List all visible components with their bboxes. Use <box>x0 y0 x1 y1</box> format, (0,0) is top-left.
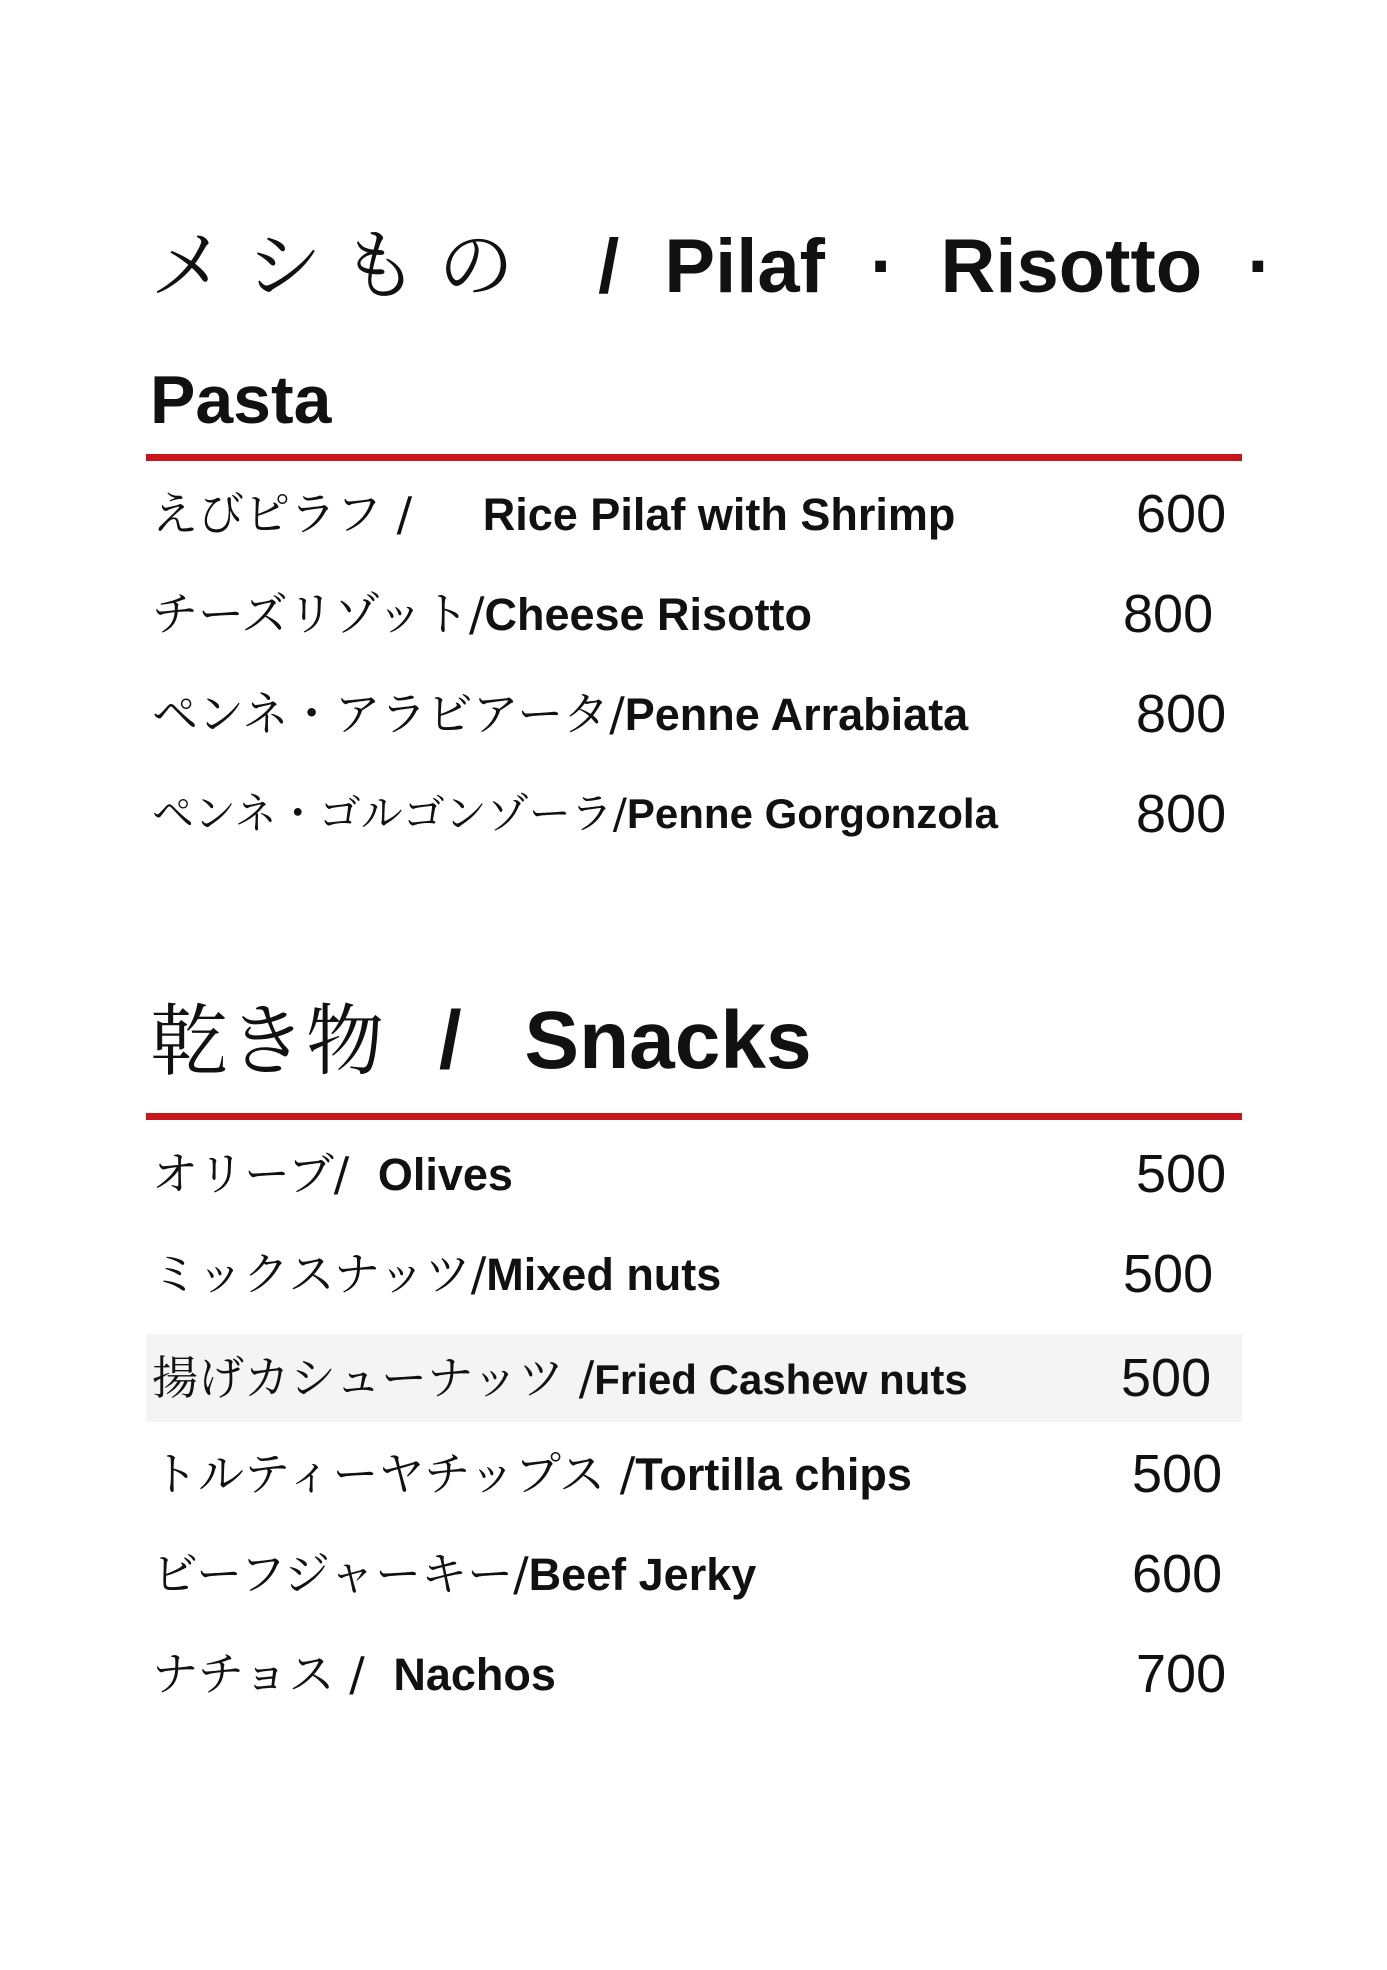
menu-item-name-en: Beef Jerky <box>528 1549 757 1600</box>
section-title-continuation <box>150 362 332 438</box>
menu-item-price: 600 <box>1132 1544 1223 1604</box>
menu-item-name-jp: ミックスナッツ/ <box>152 1247 487 1301</box>
menu-item-name-en: Rice Pilaf with Shrimp <box>482 489 956 540</box>
menu-item-price: 800 <box>1136 784 1227 844</box>
menu-item <box>146 1130 1242 1218</box>
menu-item <box>146 1430 1242 1518</box>
menu-item <box>146 1630 1242 1718</box>
menu-item-name-en: Nachos <box>393 1649 556 1700</box>
menu-item-name-jp: オリーブ/ <box>152 1147 364 1201</box>
menu-item <box>146 570 1242 658</box>
menu-item-name <box>152 487 956 541</box>
menu-item-price: 500 <box>1132 1444 1223 1504</box>
section-title-snacks <box>150 995 812 1087</box>
menu-item-price: 800 <box>1136 684 1227 744</box>
menu-item-name-jp: ナチョス / <box>152 1647 380 1701</box>
menu-item-name <box>152 587 813 641</box>
section-title-meshimono <box>150 221 1273 310</box>
menu-item-name-jp: 揚げカシューナッツ / <box>152 1351 595 1405</box>
menu-item-name-jp: ペンネ・アラビアータ/ <box>152 687 625 741</box>
menu-item-name-jp: えびピラフ / <box>152 487 427 541</box>
section-title-en: / Pilaf · Risotto · <box>598 224 1273 309</box>
menu-item-name-jp: チーズリゾット/ <box>152 587 485 641</box>
section-divider <box>146 1113 1242 1120</box>
menu-item-price: 500 <box>1123 1244 1214 1304</box>
menu-item-price: 500 <box>1121 1348 1212 1408</box>
menu-item <box>146 1334 1242 1422</box>
menu-item-name-en: Tortilla chips <box>635 1449 912 1500</box>
menu-item <box>146 770 1242 858</box>
menu-item-name-en: Cheese Risotto <box>484 589 813 640</box>
menu-item-price: 800 <box>1123 584 1214 644</box>
menu-item-price: 600 <box>1136 484 1227 544</box>
menu-item <box>146 1530 1242 1618</box>
menu-item-name-en: Penne Arrabiata <box>624 689 969 740</box>
menu-item-name-en: Olives <box>377 1149 513 1200</box>
menu-item-name <box>152 1351 968 1405</box>
menu-item-name-en: Penne Gorgonzola <box>626 790 998 837</box>
section-title-jp: 乾き物 <box>150 997 385 1087</box>
menu-item-name-jp: トルティーヤチップス / <box>152 1447 636 1501</box>
menu-item-name-en: Mixed nuts <box>486 1249 722 1300</box>
menu-item <box>146 470 1242 558</box>
menu-item-name-en: Fried Cashew nuts <box>594 1356 968 1403</box>
section-divider <box>146 454 1242 461</box>
section-title-jp: メシもの <box>150 221 534 310</box>
menu-item-name <box>152 1647 556 1701</box>
menu-item-name <box>152 1447 912 1501</box>
menu-item-name <box>152 687 969 741</box>
menu-item-name-jp: ビーフジャーキー/ <box>152 1547 529 1601</box>
menu-item-name <box>152 1247 722 1301</box>
menu-item-price: 500 <box>1136 1144 1227 1204</box>
menu-item-name <box>152 1147 513 1201</box>
menu-item-name-jp: ペンネ・ゴルゴンゾーラ/ <box>152 789 627 838</box>
menu-item <box>146 670 1242 758</box>
menu-item <box>146 1230 1242 1318</box>
menu-item-name <box>152 1547 757 1601</box>
menu-item-name <box>152 789 998 838</box>
menu-item-price: 700 <box>1136 1644 1227 1704</box>
section-title-en: / Snacks <box>438 995 812 1086</box>
section-title-en-line2: Pasta <box>150 362 332 438</box>
